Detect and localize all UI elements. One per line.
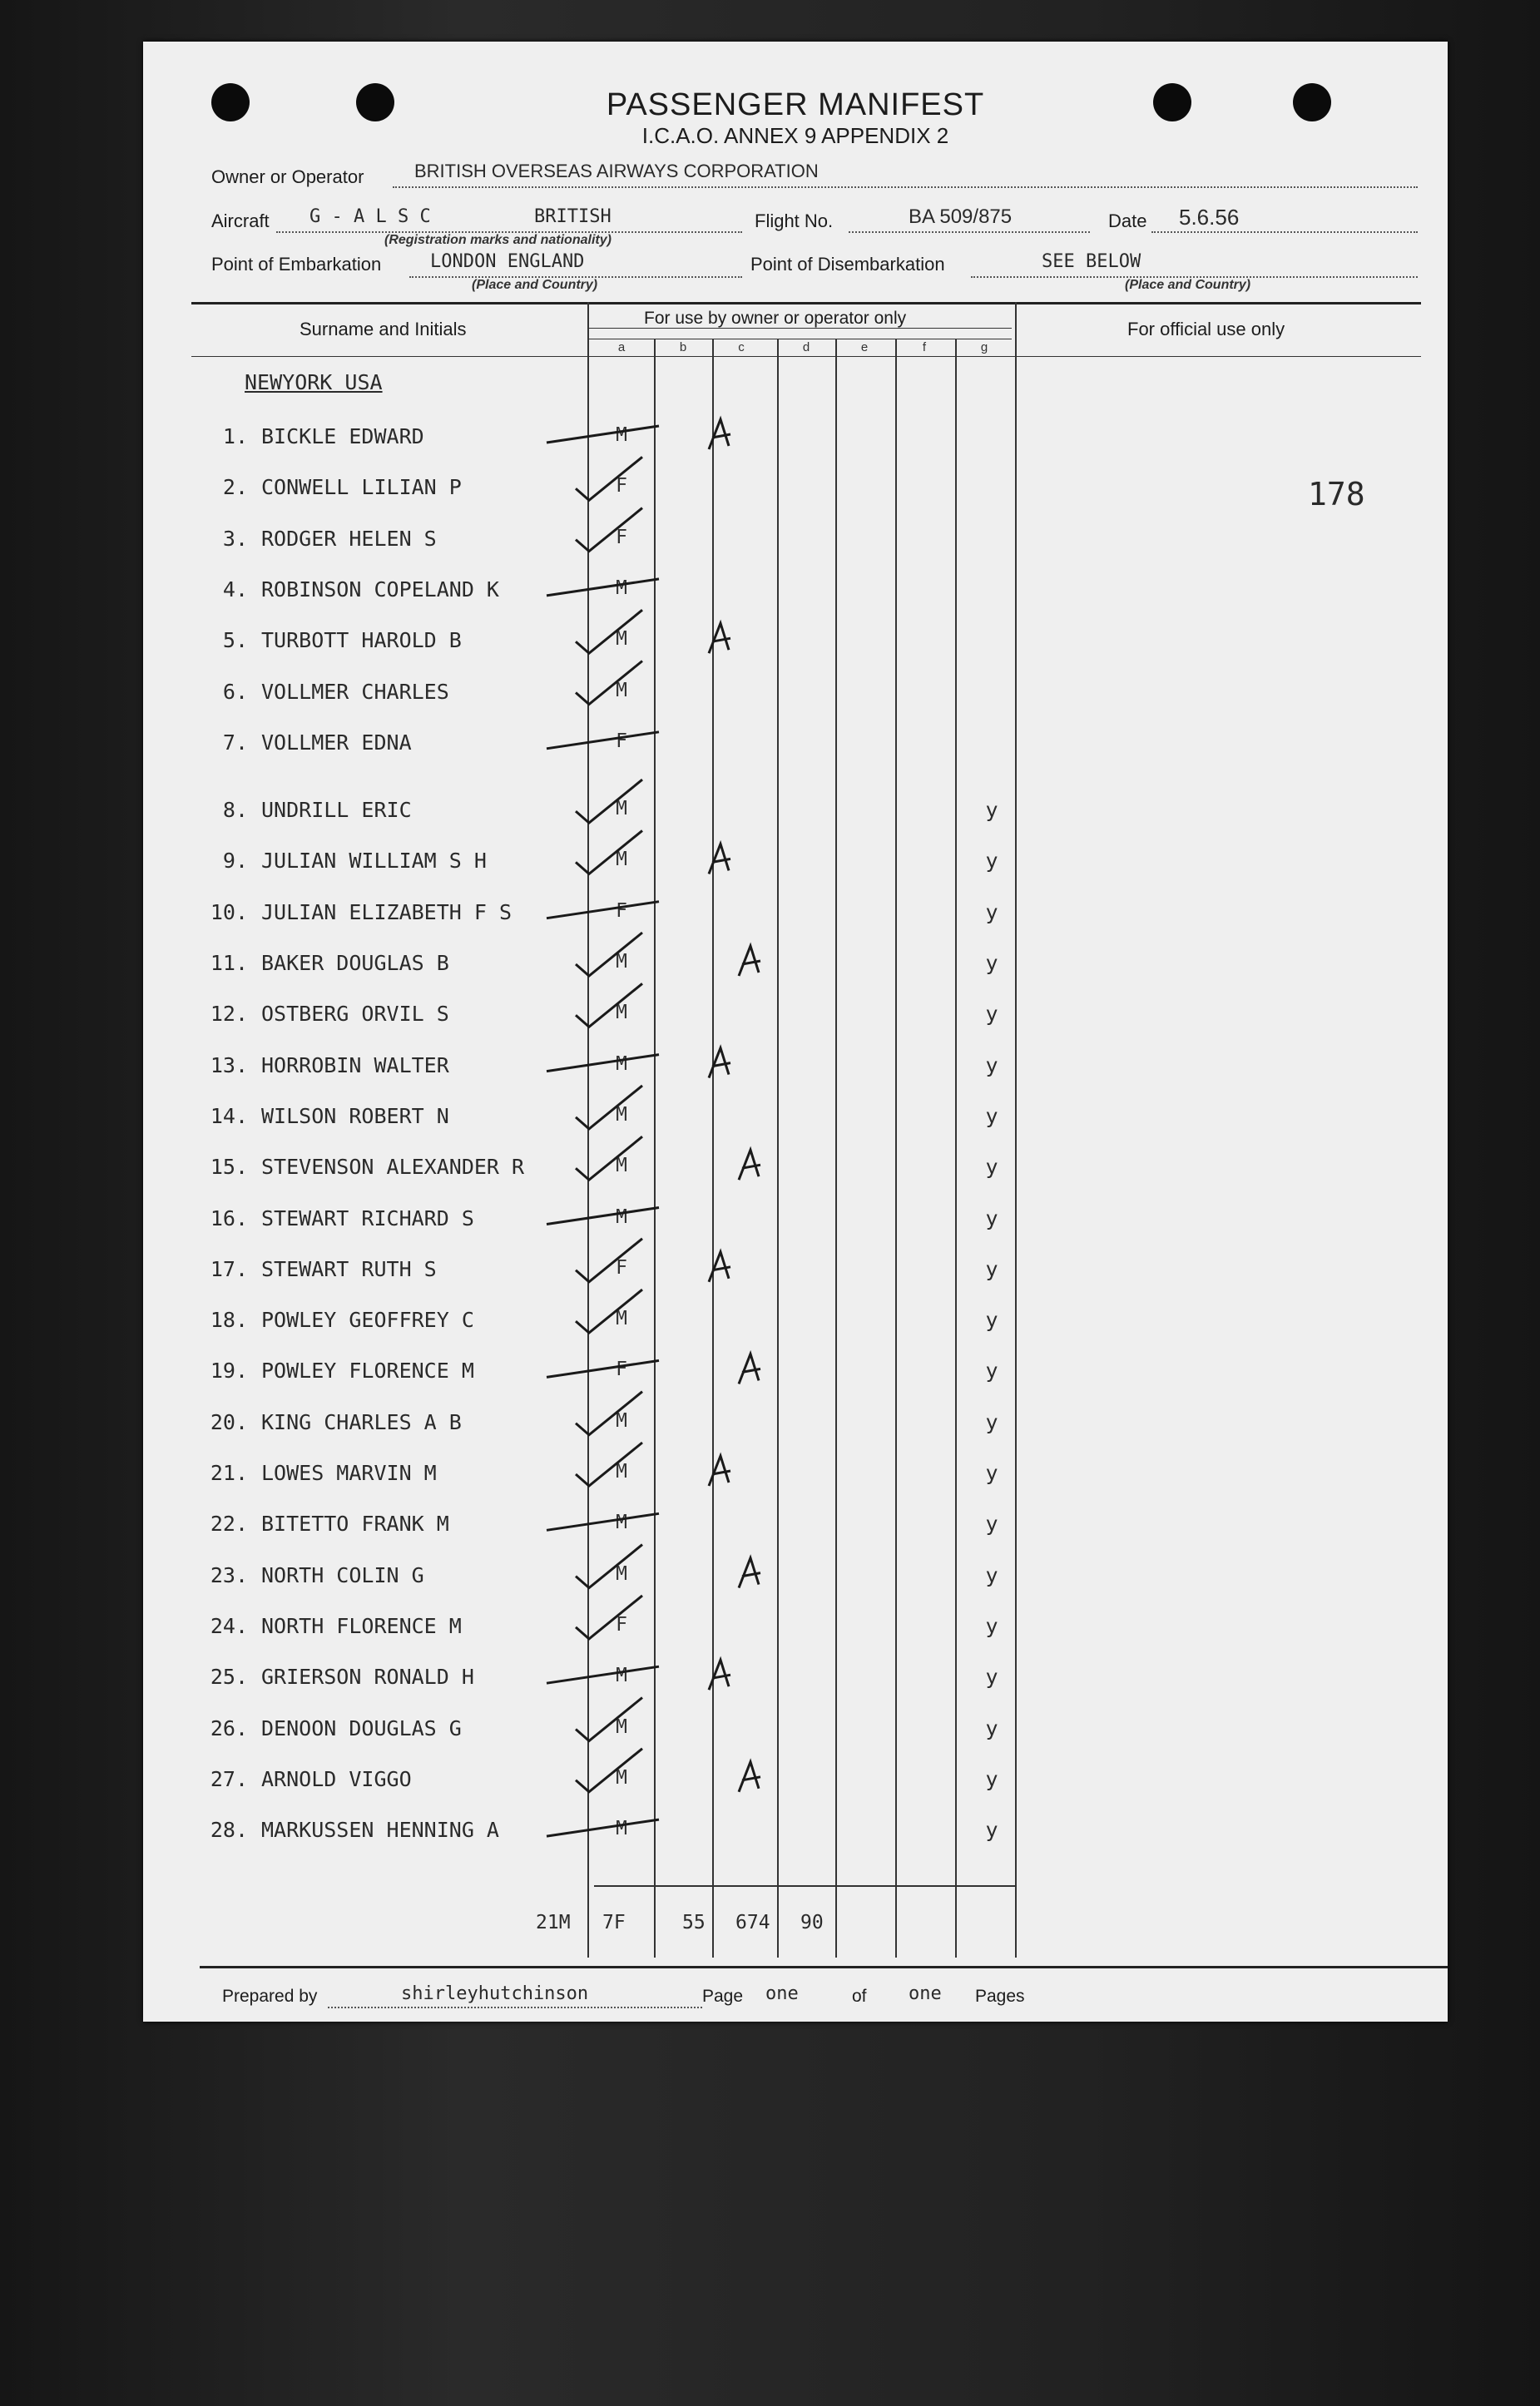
passenger-sex: M bbox=[616, 849, 627, 871]
total-males: 21M bbox=[536, 1912, 571, 1933]
passenger-name: POWLEY GEOFFREY C bbox=[261, 1308, 474, 1333]
row-number: 28. bbox=[210, 1818, 248, 1843]
embarkation-label: Point of Embarkation bbox=[211, 254, 382, 275]
prepared-dotted-line bbox=[328, 2007, 702, 2008]
handwritten-a-mark bbox=[739, 1558, 760, 1588]
col-letter: d bbox=[802, 340, 810, 354]
column-g-mark: y bbox=[985, 1256, 998, 1281]
passenger-sex: M bbox=[616, 951, 627, 973]
row-number: 26. bbox=[210, 1715, 248, 1740]
row-number: 25. bbox=[210, 1665, 248, 1690]
official-number: 178 bbox=[1308, 476, 1365, 512]
passenger-sex: M bbox=[616, 1308, 627, 1330]
check-mark-icon bbox=[547, 1055, 659, 1072]
check-mark-icon bbox=[547, 1513, 659, 1530]
column-g-mark: y bbox=[985, 1103, 998, 1128]
passenger-sex: M bbox=[616, 1766, 627, 1789]
row-number: 21. bbox=[210, 1461, 248, 1485]
passenger-name: JULIAN ELIZABETH F S bbox=[261, 899, 513, 924]
column-g-mark: y bbox=[985, 899, 998, 924]
column-g-mark: y bbox=[985, 1562, 998, 1587]
col-divider bbox=[1015, 302, 1017, 1958]
check-mark-icon bbox=[547, 1360, 659, 1377]
prepared-by-value: shirleyhutchinson bbox=[401, 1983, 589, 2004]
col-official-header: For official use only bbox=[1127, 319, 1285, 339]
check-mark-icon bbox=[547, 579, 659, 596]
check-mark-icon bbox=[547, 1208, 659, 1225]
row-number: 13. bbox=[210, 1052, 248, 1077]
passenger-sex: M bbox=[616, 424, 627, 446]
passenger-name: MARKUSSEN HENNING A bbox=[261, 1818, 499, 1843]
flight-dotted-line bbox=[849, 231, 1090, 233]
passenger-sex: M bbox=[616, 679, 627, 701]
col-divider bbox=[777, 339, 779, 1958]
aircraft-nationality: BRITISH bbox=[534, 206, 612, 227]
row-number: 20. bbox=[210, 1409, 248, 1434]
passenger-name: DENOON DOUGLAS G bbox=[261, 1715, 462, 1740]
passenger-name: NORTH COLIN G bbox=[261, 1562, 424, 1587]
column-g-mark: y bbox=[985, 1409, 998, 1434]
passenger-name: KING CHARLES A B bbox=[261, 1409, 462, 1434]
passenger-sex: M bbox=[616, 1715, 627, 1738]
date-label: Date bbox=[1108, 210, 1147, 231]
row-number: 18. bbox=[210, 1308, 248, 1333]
of-value: one bbox=[909, 1983, 942, 2004]
table-header-rule bbox=[191, 356, 1421, 357]
owner-label: Owner or Operator bbox=[211, 166, 364, 187]
passenger-sex: F bbox=[616, 1359, 627, 1381]
passenger-sex: F bbox=[616, 475, 627, 498]
passenger-name: BITETTO FRANK M bbox=[261, 1512, 449, 1537]
row-number: 7. bbox=[222, 730, 248, 755]
owner-value: BRITISH OVERSEAS AIRWAYS CORPORATION bbox=[414, 161, 819, 181]
col-owner-header: For use by owner or operator only bbox=[644, 309, 907, 328]
passenger-name: VOLLMER EDNA bbox=[261, 730, 412, 755]
col-letter: c bbox=[738, 340, 745, 354]
embarkation-note: (Place and Country) bbox=[472, 278, 598, 292]
date-dotted-line bbox=[1151, 231, 1418, 233]
row-number: 2. bbox=[222, 475, 248, 500]
column-g-mark: y bbox=[985, 1002, 998, 1027]
passenger-name: ARNOLD VIGGO bbox=[261, 1766, 412, 1791]
aircraft-label: Aircraft bbox=[211, 210, 270, 231]
column-g-mark: y bbox=[985, 1613, 998, 1638]
total-col-d: 90 bbox=[800, 1912, 824, 1933]
col-surname-header: Surname and Initials bbox=[300, 319, 467, 339]
passenger-name: STEVENSON ALEXANDER R bbox=[261, 1155, 525, 1180]
manifest-sheet bbox=[143, 42, 1448, 2022]
passenger-name: JULIAN WILLIAM S H bbox=[261, 849, 487, 874]
handwritten-a-mark bbox=[739, 1354, 760, 1384]
passenger-name: LOWES MARVIN M bbox=[261, 1461, 437, 1485]
col-letter: e bbox=[860, 340, 869, 354]
flight-value: BA 509/875 bbox=[909, 205, 1013, 228]
passenger-sex: M bbox=[616, 1155, 627, 1177]
passenger-sex: M bbox=[616, 1818, 627, 1840]
row-number: 27. bbox=[210, 1766, 248, 1791]
passenger-sex: M bbox=[616, 1409, 627, 1432]
row-number: 19. bbox=[210, 1359, 248, 1384]
row-number: 11. bbox=[210, 951, 248, 975]
owner-dotted-line bbox=[393, 186, 1418, 188]
passenger-name: STEWART RICHARD S bbox=[261, 1205, 474, 1230]
disembarkation-label: Point of Disembarkation bbox=[750, 254, 945, 275]
page-value: one bbox=[765, 1983, 799, 2004]
disembarkation-note: (Place and Country) bbox=[1125, 278, 1251, 292]
column-g-mark: y bbox=[985, 1308, 998, 1333]
passenger-sex: F bbox=[616, 730, 627, 752]
column-g-mark: y bbox=[985, 951, 998, 975]
col-letter: f bbox=[922, 340, 927, 354]
passenger-name: OSTBERG ORVIL S bbox=[261, 1002, 449, 1027]
row-number: 1. bbox=[222, 424, 248, 448]
passenger-sex: M bbox=[616, 1562, 627, 1585]
column-g-mark: y bbox=[985, 1052, 998, 1077]
table-top-rule bbox=[191, 302, 1421, 304]
passenger-sex: F bbox=[616, 899, 627, 922]
passenger-sex: M bbox=[616, 1665, 627, 1687]
passenger-name: WILSON ROBERT N bbox=[261, 1103, 449, 1128]
col-letter: b bbox=[679, 340, 687, 354]
passenger-sex: M bbox=[616, 1205, 627, 1228]
row-number: 4. bbox=[222, 577, 248, 602]
row-number: 8. bbox=[222, 798, 248, 823]
passenger-sex: M bbox=[616, 628, 627, 651]
col-divider bbox=[895, 339, 897, 1958]
col-divider bbox=[587, 302, 589, 1958]
destination-heading: NEWYORK USA bbox=[245, 370, 383, 394]
check-mark-icon bbox=[547, 1819, 659, 1836]
row-number: 17. bbox=[210, 1256, 248, 1281]
page-subtitle: I.C.A.O. ANNEX 9 APPENDIX 2 bbox=[641, 123, 949, 148]
column-g-mark: y bbox=[985, 1461, 998, 1485]
passenger-name: STEWART RUTH S bbox=[261, 1256, 437, 1281]
passenger-sex: M bbox=[616, 1052, 627, 1075]
passenger-name: BAKER DOUGLAS B bbox=[261, 951, 449, 975]
row-number: 24. bbox=[210, 1613, 248, 1638]
row-number: 10. bbox=[210, 899, 248, 924]
embarkation-value: LONDON ENGLAND bbox=[430, 251, 585, 272]
column-g-mark: y bbox=[985, 849, 998, 874]
col-divider bbox=[835, 339, 837, 1958]
col-letter: g bbox=[980, 340, 988, 354]
passenger-name: GRIERSON RONALD H bbox=[261, 1665, 474, 1690]
flight-label: Flight No. bbox=[755, 210, 834, 231]
passenger-sex: M bbox=[616, 577, 627, 599]
row-number: 23. bbox=[210, 1562, 248, 1587]
total-females: 7F bbox=[602, 1912, 626, 1933]
passenger-sex: F bbox=[616, 1613, 627, 1636]
pages-label: Pages bbox=[975, 1987, 1025, 2006]
column-g-mark: y bbox=[985, 1818, 998, 1843]
row-number: 15. bbox=[210, 1155, 248, 1180]
check-mark-icon bbox=[547, 732, 659, 749]
date-value: 5.6.56 bbox=[1179, 205, 1240, 230]
passenger-sex: M bbox=[616, 1512, 627, 1534]
column-g-mark: y bbox=[985, 1766, 998, 1791]
row-number: 3. bbox=[222, 526, 248, 551]
prepared-by-label: Prepared by bbox=[222, 1987, 318, 2006]
passenger-name: HORROBIN WALTER bbox=[261, 1052, 449, 1077]
passenger-name: VOLLMER CHARLES bbox=[261, 679, 449, 704]
total-col-b: 55 bbox=[682, 1912, 706, 1933]
handwritten-a-mark bbox=[739, 946, 760, 976]
passenger-name: UNDRILL ERIC bbox=[261, 798, 412, 823]
column-g-mark: y bbox=[985, 1512, 998, 1537]
row-number: 9. bbox=[222, 849, 248, 874]
totals-rule bbox=[594, 1885, 1015, 1887]
passenger-sex: F bbox=[616, 526, 627, 548]
check-mark-icon bbox=[547, 902, 659, 918]
check-mark-icon bbox=[547, 1666, 659, 1683]
row-number: 22. bbox=[210, 1512, 248, 1537]
passenger-sex: M bbox=[616, 798, 627, 820]
col-letter: a bbox=[617, 340, 626, 354]
column-g-mark: y bbox=[985, 1155, 998, 1180]
col-divider bbox=[955, 339, 957, 1958]
row-number: 14. bbox=[210, 1103, 248, 1128]
of-label: of bbox=[852, 1987, 867, 2006]
disembarkation-value: SEE BELOW bbox=[1042, 251, 1141, 272]
col-divider bbox=[712, 339, 714, 1958]
passenger-name: NORTH FLORENCE M bbox=[261, 1613, 462, 1638]
column-g-mark: y bbox=[985, 1359, 998, 1384]
column-g-mark: y bbox=[985, 1205, 998, 1230]
total-col-c: 674 bbox=[735, 1912, 770, 1933]
passenger-name: TURBOTT HAROLD B bbox=[261, 628, 462, 653]
passenger-name: POWLEY FLORENCE M bbox=[261, 1359, 474, 1384]
column-g-mark: y bbox=[985, 798, 998, 823]
col-divider bbox=[654, 339, 656, 1958]
passenger-sex: F bbox=[616, 1256, 627, 1279]
table-bottom-rule bbox=[200, 1966, 1448, 1968]
row-number: 5. bbox=[222, 628, 248, 653]
passenger-name: ROBINSON COPELAND K bbox=[261, 577, 499, 602]
aircraft-registration: G - A L S C bbox=[309, 206, 431, 227]
handwritten-a-mark bbox=[739, 1150, 760, 1180]
passenger-name: RODGER HELEN S bbox=[261, 526, 437, 551]
passenger-sex: M bbox=[616, 1002, 627, 1024]
page-title: PASSENGER MANIFEST bbox=[606, 87, 985, 122]
row-number: 16. bbox=[210, 1205, 248, 1230]
column-g-mark: y bbox=[985, 1665, 998, 1690]
handwritten-a-mark bbox=[739, 1762, 760, 1792]
row-number: 12. bbox=[210, 1002, 248, 1027]
passenger-sex: M bbox=[616, 1103, 627, 1126]
passenger-name: CONWELL LILIAN P bbox=[261, 475, 462, 500]
passenger-name: BICKLE EDWARD bbox=[261, 424, 424, 448]
check-mark-icon bbox=[547, 426, 659, 443]
passenger-sex: M bbox=[616, 1461, 627, 1483]
page-label: Page bbox=[702, 1987, 744, 2006]
column-g-mark: y bbox=[985, 1715, 998, 1740]
registration-note: (Registration marks and nationality) bbox=[384, 233, 612, 247]
row-number: 6. bbox=[222, 679, 248, 704]
